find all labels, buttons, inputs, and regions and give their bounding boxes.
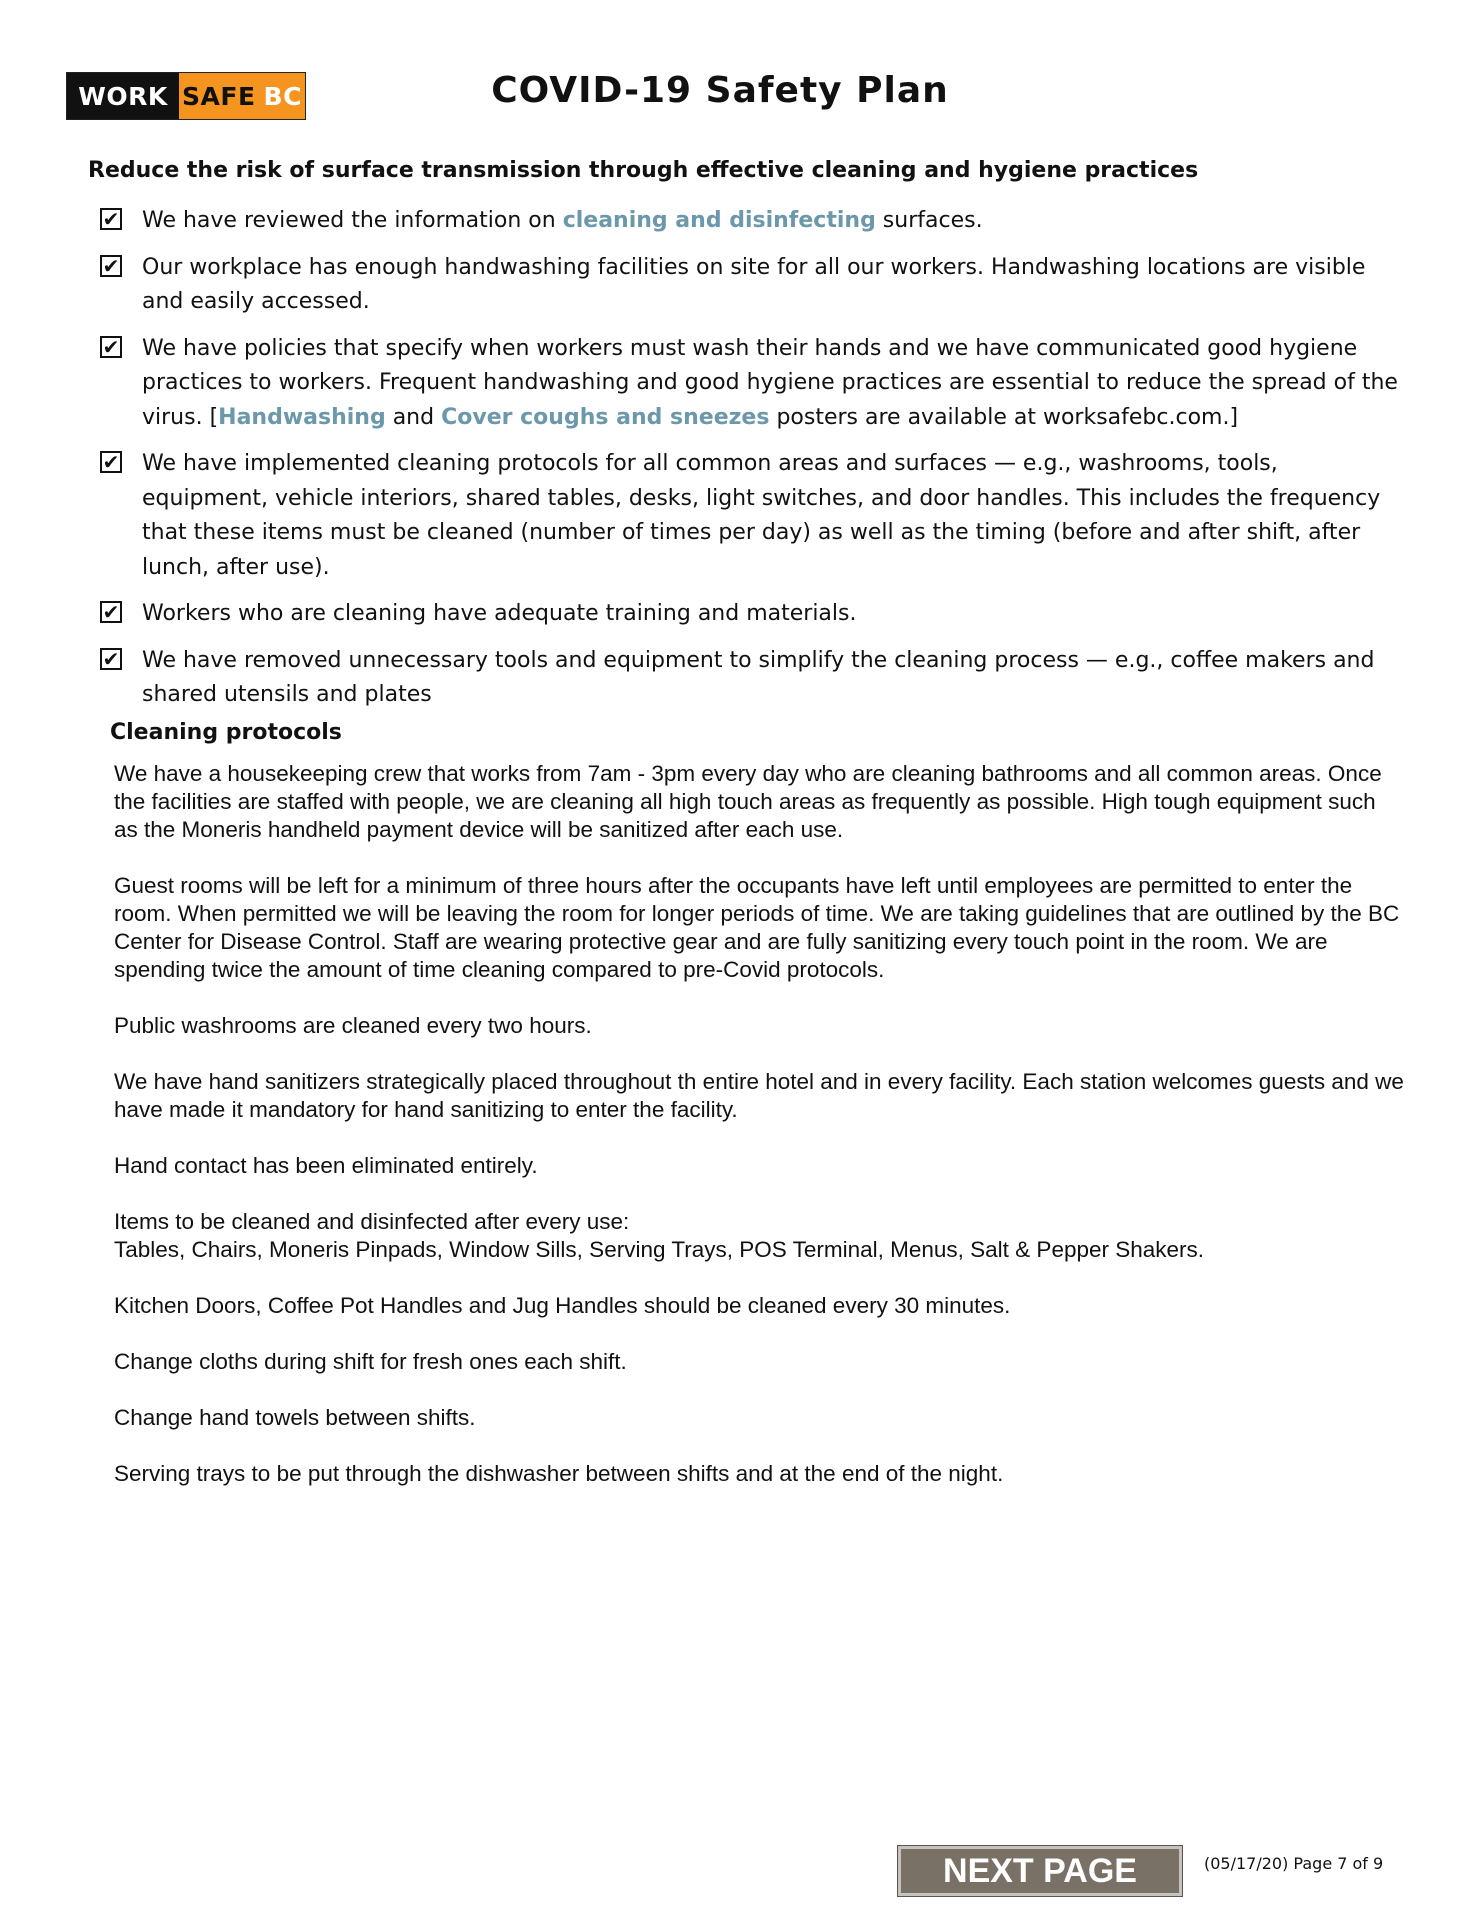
section-heading: Reduce the risk of surface transmission through effective cleaning and hygiene practices xyxy=(88,158,1199,183)
protocol-paragraph: Public washrooms are cleaned every two hours. xyxy=(114,1013,592,1038)
logo-safe-block xyxy=(179,73,305,119)
cleaning-protocols-text-field[interactable] xyxy=(114,760,1404,1516)
checklist-item-text: We have reviewed the information on cleaning and disinfecting surfaces. xyxy=(142,208,983,233)
checklist-item xyxy=(100,597,1410,632)
checkbox-checked[interactable]: ✔ xyxy=(100,336,122,358)
handwashing-link[interactable]: Handwashing xyxy=(218,404,386,430)
next-page-button[interactable]: NEXT PAGE xyxy=(898,1846,1182,1896)
protocol-paragraph: Change cloths during shift for fresh ones each shift. xyxy=(114,1349,627,1374)
checklist-item-text: We have removed unnecessary tools and equipment to simplify the cleaning process — e.g., coffee makers and shared utensils and plates xyxy=(142,647,1375,707)
protocol-paragraph: Kitchen Doors, Coffee Pot Handles and Jug Handles should be cleaned every 30 minutes. xyxy=(114,1293,1011,1318)
logo-bc-text: BC xyxy=(263,81,302,111)
protocol-paragraph: Hand contact has been eliminated entirely. xyxy=(114,1153,538,1178)
page-title: COVID-19 Safety Plan xyxy=(491,70,949,111)
checklist-item-text: We have policies that specify when workers must wash their hands and we have communicated good hygiene practices to workers. Frequent handwashing and good hygiene practices are essential to reduce the spread of the virus. [Handwashing and Cover coughs and sneezes posters are available at worksafebc.com.] xyxy=(142,335,1398,430)
checkbox-checked[interactable]: ✔ xyxy=(100,648,122,670)
protocol-paragraph: We have hand sanitizers strategically placed throughout th entire hotel and in every facility. Each station welcomes guests and we have made it mandatory for hand sanitizing to enter the facility. xyxy=(114,1069,1404,1122)
logo-safe-text: SAFE xyxy=(182,81,256,111)
checklist-item xyxy=(100,644,1410,713)
cleaning-protocols-heading: Cleaning protocols xyxy=(110,720,342,745)
protocol-paragraph: Items to be cleaned and disinfected after every use: Tables, Chairs, Moneris Pinpads, Window Sills, Serving Trays, POS Terminal, Menus, Salt & Pepper Shakers. xyxy=(114,1209,1205,1262)
checklist-item-text: Workers who are cleaning have adequate training and materials. xyxy=(142,601,857,626)
checklist-item-text: We have implemented cleaning protocols for all common areas and surfaces — e.g., washrooms, tools, equipment, vehicle interiors, shared tables, desks, light switches, and door handles. This includes the frequency that these items must be cleaned (number of times per day) as well as the timing (before and after shift, after lunch, after use). xyxy=(142,451,1381,580)
protocol-paragraph: We have a housekeeping crew that works from 7am - 3pm every day who are cleaning bathrooms and all common areas. Once the facilities are staffed with people, we are cleaning all high touch areas as frequently as possible. High tough equipment such as the Moneris handheld payment device will be sanitized after each use. xyxy=(114,761,1382,842)
protocol-paragraph: Serving trays to be put through the dishwasher between shifts and at the end of the night. xyxy=(114,1461,1004,1486)
checkbox-checked[interactable]: ✔ xyxy=(100,208,122,230)
cleaning-disinfecting-link[interactable]: cleaning and disinfecting xyxy=(562,208,876,233)
checkbox-checked[interactable]: ✔ xyxy=(100,451,122,473)
protocol-paragraph: Change hand towels between shifts. xyxy=(114,1405,476,1430)
checklist xyxy=(100,204,1410,725)
checkbox-checked[interactable]: ✔ xyxy=(100,601,122,623)
logo-work-text: WORK xyxy=(67,73,179,119)
checklist-item xyxy=(100,332,1410,436)
protocol-paragraph: Guest rooms will be left for a minimum of three hours after the occupants have left until employees are permitted to enter the room. When permitted we will be leaving the room for longer periods of time. We are taking guidelines that are outlined by the BC Center for Disease Control. Staff are wearing protective gear and are fully sanitizing every touch point in the room. We are spending twice the amount of time cleaning compared to pre-Covid protocols. xyxy=(114,873,1400,982)
checklist-item xyxy=(100,447,1410,585)
cover-coughs-link[interactable]: Cover coughs and sneezes xyxy=(441,404,770,430)
checkbox-checked[interactable]: ✔ xyxy=(100,255,122,277)
checklist-item-text: Our workplace has enough handwashing facilities on site for all our workers. Handwashing locations are visible and easily accessed. xyxy=(142,254,1366,314)
page-footer: (05/17/20) Page 7 of 9 xyxy=(1204,1854,1384,1873)
worksafebc-logo xyxy=(66,72,306,120)
checklist-item xyxy=(100,251,1410,320)
checklist-item xyxy=(100,204,1410,239)
